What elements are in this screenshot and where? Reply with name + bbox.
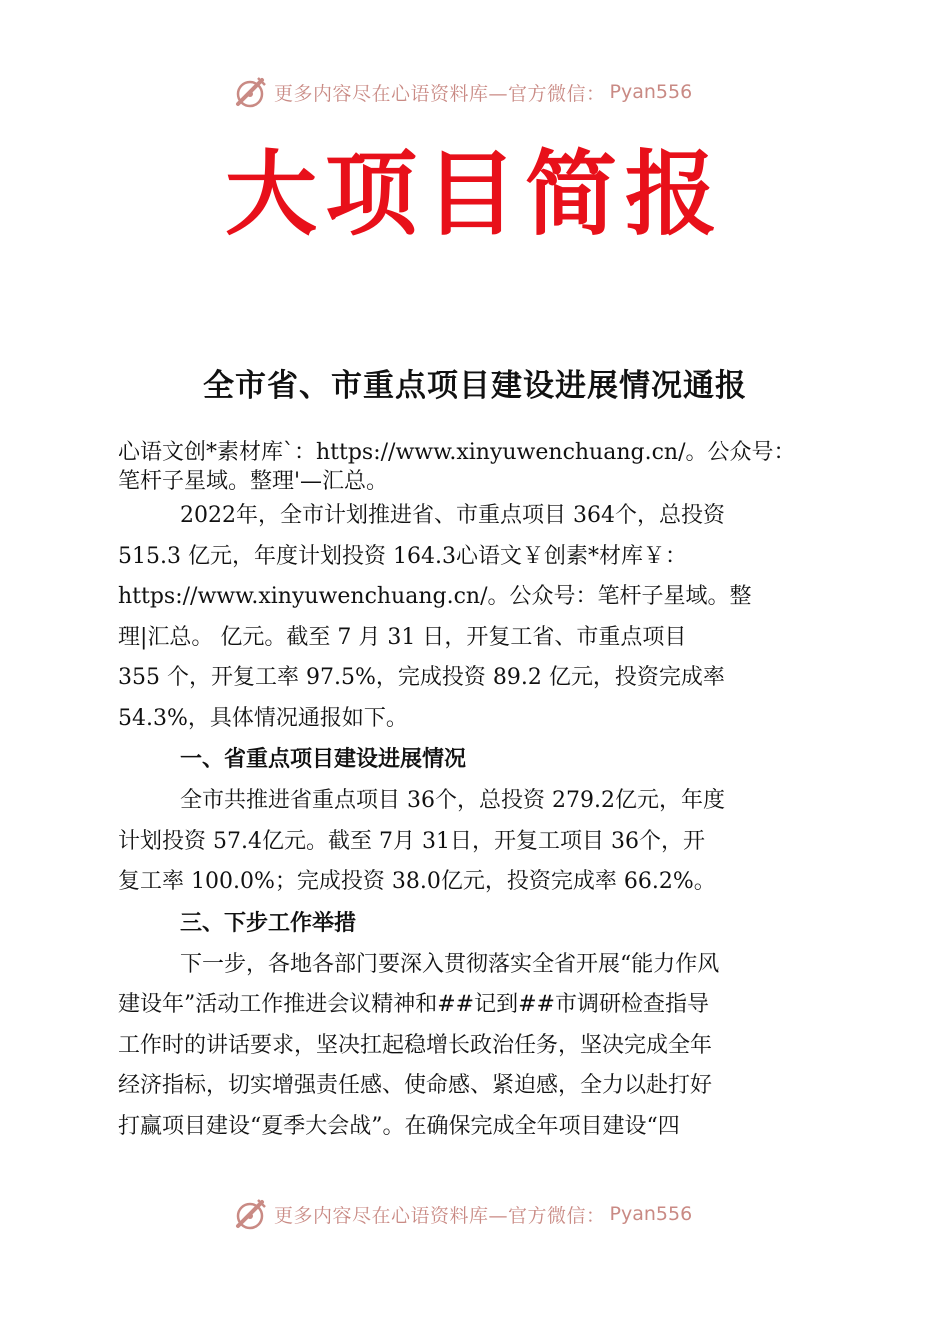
paragraph-line: 全市共推进省重点项目 36个，总投资 279.2亿元，年度 [180, 788, 725, 813]
watermark-text: 更多内容尽在心语资料库—官方微信： [274, 1204, 606, 1227]
paragraph-line: 工作时的讲话要求，坚决扛起稳增长政治任务，坚决完成全年 [118, 1032, 713, 1058]
paragraph-line: 打赢项目建设“夏季大会战”。在确保完成全年项目建设“四 [118, 1113, 680, 1139]
pen-logo-icon [232, 74, 268, 110]
watermark-wechat-id: Pyan556 [609, 1203, 693, 1225]
watermark-header [232, 72, 752, 112]
paragraph-line: 515.3 亿元，年度计划投资 164.3心语文￥创素*材库￥： [118, 543, 687, 569]
paragraph-line: 2022年，全市计划推进省、市重点项目 364个，总投资 [180, 503, 725, 528]
section-heading-3: 三、下步工作举措 [180, 910, 357, 936]
masthead-title: 大项目简报 [224, 141, 725, 248]
paragraph-line: 理|汇总。 亿元。截至 7 月 31 日，开复工省、市重点项目 [118, 624, 687, 650]
intro-line: 笔杆子星域。整理'—汇总。 [118, 469, 389, 494]
paragraph-line: 复工率 100.0%；完成投资 38.0亿元，投资完成率 66.2%。 [118, 869, 716, 894]
watermark-wechat-id: Pyan556 [609, 81, 693, 103]
watermark-text: 更多内容尽在心语资料库—官方微信： [274, 82, 606, 105]
paragraph-line: https://www.xinyuwenchuang.cn/。公众号：笔杆子星域。整 [118, 584, 752, 609]
document-body [118, 438, 830, 1147]
watermark-footer [232, 1194, 752, 1234]
paragraph-line: 经济指标，切实增强责任感、使命感、紧迫感，全力以赴打好 [118, 1073, 713, 1098]
paragraph-line: 355 个，开复工率 97.5%，完成投资 89.2 亿元，投资完成率 [118, 665, 725, 690]
document-title: 全市省、市重点项目建设进展情况通报 [203, 368, 747, 404]
paragraph-line: 建设年”活动工作推进会议精神和##记到##市调研检查指导 [118, 992, 709, 1017]
intro-line: 心语文创*素材库`：https://www.xinyuwenchuang.cn/。公众号： [118, 440, 796, 465]
paragraph-line: 54.3%，具体情况通报如下。 [118, 705, 408, 731]
paragraph-line: 下一步，各地各部门要深入贯彻落实全省开展“能力作风 [180, 951, 720, 977]
paragraph-line: 计划投资 57.4亿元。截至 7月 31日，开复工项目 36个，开 [118, 828, 705, 854]
pen-logo-icon [232, 1196, 268, 1232]
section-heading-1: 一、省重点项目建设进展情况 [180, 747, 467, 772]
